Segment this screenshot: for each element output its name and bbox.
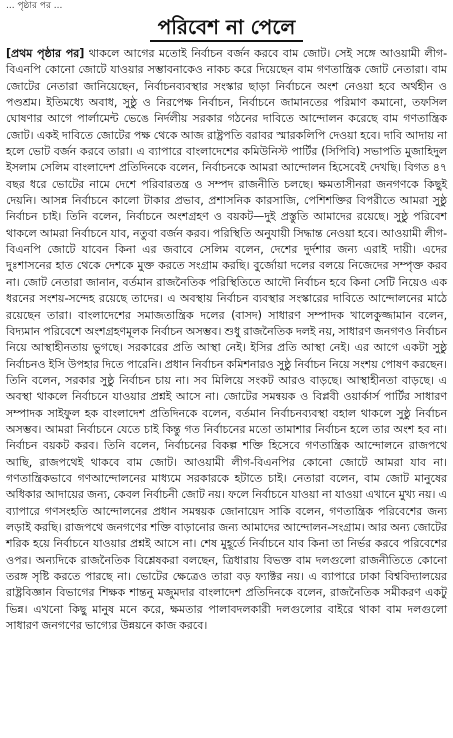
article-text: থাকলে আগের মতোই নির্বাচন বর্জন করবে বাম জোট। সেই সঙ্গে আওয়ামী লীগ-বিএনপি কোনো জোটে যাওয়ার সম্ভাবনাকেও নাকচ করে দিয়েছেন বাম গণতান্ত্রিক জোট নেতারা। বাম জোটের নেতারা জানিয়েছেন, নির্বাচনব্যবস্থার সংস্কার ছাড়া নির্বাচনে অংশ নেওয়া হবে অর্থহীন ও পণ্ডশ্রম। ইতিমধ্যে অবাধ, সুষ্ঠু ও নিরপেক্ষ নির্বাচন, নির্বাচনে জামানতের পরিমাণ কমানো, তফসিল ঘোষণার আগে পার্লামেন্ট ভেঙে নির্দলীয় সরকার গঠনের দাবিতে আন্দোলন করেছে বাম গণতান্ত্রিক জোট। একই দাবিতে জোটের পক্ষ থেকে আজ রাষ্ট্রপতি বরাবর স্মারকলিপি দেওয়া হবে। দাবি আদায় না হলে ভোট বর্জন করবে তারা। এ ব্যাপারে বাংলাদেশের কমিউনিস্ট পার্টির (সিপিবি) সভাপতি মুজাহিদুল ইসলাম সেলিম বাংলাদেশ প্রতিদিনকে বলেন, নির্বাচনকে আমরা আন্দোলন হিসেবেই দেখছি। বিগত ৪৭ বছর ধরে ভোটের নামে দেশে পরিবারতন্ত্র ও সম্পদ রাজনীতি চলছে। ক্ষমতাসীনরা জনগণকে কিছুই দেয়নি। আসন্ন নির্বাচনে কালো টাকার প্রভাব, প্রশাসনিক কারসাজি, পেশিশক্তির বিপরীতে আমরা সুষ্ঠু নির্বাচন চাই। তিনি বলেন, নির্বাচনে অংশগ্রহণ ও বয়কট—দুই প্রস্তুতি আমাদের রয়েছে। সুষ্ঠু পরিবেশ থাকলে আমরা নির্বাচনে যাব, নতুবা বর্জন করব। পরিস্থিতি অনুযায়ী সিদ্ধান্ত নেওয়া হবে। আওয়ামী লীগ-বিএনপি জোটে যাবেন কিনা এর জবাবে সেলিম বলেন, দেশের দুর্দশার জন্য এরাই দায়ী। এদের দুঃশাসনের হাত থেকে দেশকে মুক্ত করতে সংগ্রাম করছি। বুর্জোয়া দলের বলয়ে নিজেদের সম্পৃক্ত করব না। জোট নেতারা জানান, বর্তমান রাজনৈতিক পরিস্থিতিতে আদৌ নির্বাচন হবে কিনা সেটি নিয়েও এক ধরনের সংশয়-সন্দেহ রয়েছে তাদের। এ অবস্থায় নির্বাচন ব্যবস্থার সংস্কারের দাবিতে আন্দোলনের মাঠে রয়েছেন তারা। বাংলাদেশের সমাজতান্ত্রিক দলের (বাসদ) সাধারণ সম্পাদক খালেকুজ্জামান বলেন, বিদ্যমান পরিবেশে অংশগ্রহণমূলক নির্বাচন অসম্ভব। শুধু রাজনৈতিক দলই নয়, সাধারণ জনগণও নির্বাচন নিয়ে আস্থাহীনতায় ভুগছে। সরকারের প্রতি আস্থা নেই। ইসির প্রতি আস্থা নেই। এর আগে একটা সুষ্ঠু নির্বাচনও ইসি উপহার দিতে পারেনি। প্রধান নির্বাচন কমিশনারও সুষ্ঠু নির্বাচন নিয়ে সংশয় পোষণ করছেন। তিনি বলেন, সরকার সুষ্ঠু নির্বাচন চায় না। সব মিলিয়ে সংকট আরও বাড়ছে। আস্থাহীনতা বাড়ছে। এ অবস্থা থাকলে নির্বাচনে যাওয়ার প্রশ্নই আসে না। জোটের সমন্বয়ক ও বিপ্লবী ওয়ার্কার্স পার্টির সাধারণ সম্পাদক সাইফুল হক বাংলাদেশ প্রতিদিনকে বলেন, বর্তমান নির্বাচনব্যবস্থা বহাল থাকলে সুষ্ঠু নির্বাচন অসম্ভব। আমরা নির্বাচনে যেতে চাই কিন্তু গত নির্বাচনের মতো তামাশার নির্বাচন হলে তার অংশ হব না। নির্বাচন বয়কট করব। তিনি বলেন, নির্বাচনের বিকল্প শক্তি হিসেবে গণতান্ত্রিক আন্দোলনে রাজপথে আছি, রাজপথেই থাকবে বাম জোট। আওয়ামী লীগ-বিএনপির কোনো জোটে আমরা যাব না। গণতান্ত্রিকভাবে গণআন্দোলনের মাধ্যমে সরকারকে হটাতে চাই। নেতারা বলেন, বাম জোট মানুষের অধিকার আদায়ের জন্য, কেবল নির্বাচনী জোট নয়। ফলে নির্বাচনে যাওয়া না যাওয়া এখানে মুখ্য নয়। এ ব্যাপারে গণসংহতি আন্দোলনের প্রধান সমন্বয়ক জোনায়েদ সাকি বলেন, গণতান্ত্রিক পরিবেশের জন্য লড়াই করছি। রাজপথে জনগণের শক্তি বাড়ানোর জন্য আমাদের আন্দোলন-সংগ্রাম। আর অন্য জোটের শরিক হয়ে নির্বাচনে যাওয়ার প্রশ্নই আসে না। শেষ মুহূর্তে নির্বাচনে যাব কিনা তা নির্ভর করবে পরিবেশের ওপর। অন্যদিকে রাজনৈতিক বিশ্লেষকরা বলছেন, ত্রিধারায় বিভক্ত বাম দলগুলো রাজনীতিতে কোনো তরঙ্গ সৃষ্টি করতে পারছে না। ভোটের ক্ষেত্রেও তারা বড় ফ্যাক্টর নয়। এ ব্যাপারে ঢাকা বিশ্ববিদ্যালয়ের রাষ্ট্রবিজ্ঞান বিভাগের শিক্ষক শান্তনু মজুমদার বাংলাদেশ প্রতিদিনকে বলেন, রাজনৈতিক সমীকরণ একটু ভিন্ন। এখনো কিছু মানুষ মনে করে, ক্ষমতার পালাবদলকারী দলগুলোর বাইরে থাকা বাম দলগুলো সাধারণ জনগণের ভাগ্যের উন্নয়নে কাজ করবে।	[6, 47, 447, 633]
article-paragraph	[6, 46, 447, 634]
article-body	[6, 46, 447, 634]
previous-column-fragment: ... পৃষ্ঠার পর ...	[6, 1, 63, 11]
headline	[6, 14, 447, 42]
continuation-label: [প্রথম পৃষ্ঠার পর]	[6, 47, 85, 60]
headline-text: পরিবেশ না পেলে	[150, 14, 304, 42]
